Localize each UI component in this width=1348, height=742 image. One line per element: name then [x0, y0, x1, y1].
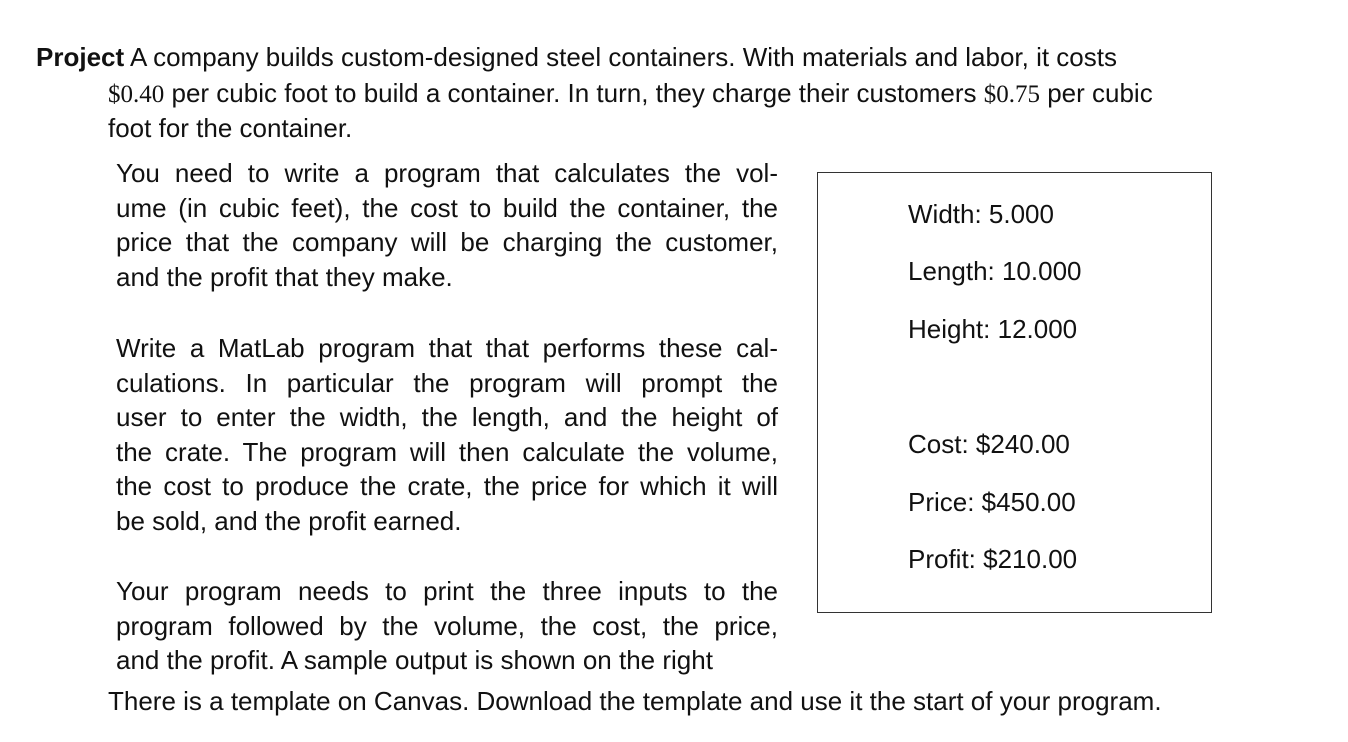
- template-note: There is a template on Canvas. Download the template and use it the start of your program.: [108, 686, 1162, 716]
- project-intro-text-2-end: per cubic: [1047, 78, 1153, 108]
- paragraph-line: be sold, and the profit earned.: [116, 505, 462, 536]
- sample-profit: Profit: $210.00: [908, 544, 1078, 574]
- sample-length: Length: 10.000: [908, 256, 1082, 286]
- paragraph-line: ume (in cubic feet), the cost to build the container, the: [116, 192, 778, 223]
- paragraph-line: program followed by the volume, the cost, the price,: [116, 610, 778, 641]
- paragraph-line: culations. In particular the program will prompt the: [116, 367, 778, 398]
- project-intro-text-2: per cubic foot to build a container. In turn, they charge their customers: [171, 78, 977, 108]
- paragraph-line: Write a MatLab program that that performs these cal-: [116, 333, 778, 363]
- price-per-cubic-foot: $0.75: [983, 81, 1040, 108]
- paragraph-line: and the profit that they make.: [116, 261, 453, 292]
- project-intro-text-1: A company builds custom-designed steel containers. With materials and labor, it costs: [129, 42, 1117, 72]
- project-heading: Project: [36, 42, 125, 72]
- project-intro-text-3: foot for the container.: [108, 113, 353, 143]
- sample-price: Price: $450.00: [908, 487, 1076, 517]
- project-intro-line-2: [108, 76, 1153, 112]
- project-intro-line-1: [36, 40, 1117, 74]
- sample-width: Width: 5.000: [908, 199, 1054, 229]
- sample-cost: Cost: $240.00: [908, 429, 1070, 459]
- paragraph-program-description: [116, 331, 778, 538]
- paragraph-line: user to enter the width, the length, and the height of: [116, 402, 778, 432]
- project-intro-line-3: [108, 111, 352, 145]
- paragraph-line: Your program needs to print the three inputs to the: [116, 576, 778, 606]
- paragraph-line: the cost to produce the crate, the price for which it will: [116, 471, 778, 501]
- paragraph-line: price that the company will be charging the customer,: [116, 227, 778, 257]
- paragraph-line: You need to write a program that calculates the vol-: [116, 158, 778, 188]
- paragraph-line: and the profit. A sample output is shown on the right: [116, 645, 713, 675]
- sample-height: Height: 12.000: [908, 314, 1078, 344]
- sample-output-box: [817, 172, 1212, 613]
- paragraph-line: the crate. The program will then calculate the volume,: [116, 436, 778, 467]
- cost-per-cubic-foot: $0.40: [108, 81, 165, 108]
- paragraph-requirements: [116, 156, 778, 294]
- paragraph-output-requirements: [116, 574, 778, 678]
